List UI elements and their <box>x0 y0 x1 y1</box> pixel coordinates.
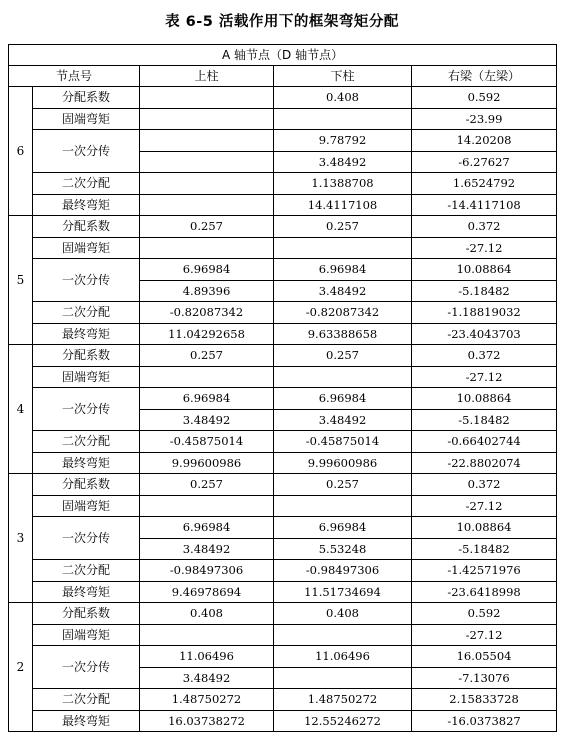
cell-final-moment-lower: 14.4117108 <box>274 194 412 216</box>
cell-second-dist-right: -1.18819032 <box>412 302 557 324</box>
row-label-dist-coef: 分配系数 <box>33 87 140 109</box>
cell-first-dist-upper: 6.96984 <box>140 259 274 281</box>
table-row <box>9 560 557 582</box>
table-row <box>9 581 557 603</box>
cell-dist-coef-upper: 0.408 <box>140 603 274 625</box>
cell-final-moment-lower: 9.99600986 <box>274 452 412 474</box>
row-label-dist-coef: 分配系数 <box>33 216 140 238</box>
table-row <box>9 345 557 367</box>
cell-fixed-moment-lower <box>274 495 412 517</box>
cell-first-dist-upper: 6.96984 <box>140 517 274 539</box>
cell-dist-coef-upper: 0.257 <box>140 216 274 238</box>
cell-dist-coef-lower: 0.408 <box>274 87 412 109</box>
cell-first-dist-2-upper: 3.48492 <box>140 409 274 431</box>
cell-fixed-moment-right: -27.12 <box>412 495 557 517</box>
row-label-second-dist: 二次分配 <box>33 173 140 195</box>
cell-fixed-moment-lower <box>274 366 412 388</box>
cell-fixed-moment-upper <box>140 237 274 259</box>
row-label-dist-coef: 分配系数 <box>33 603 140 625</box>
cell-fixed-moment-upper <box>140 366 274 388</box>
cell-second-dist-upper: 1.48750272 <box>140 689 274 711</box>
col-header-right: 右梁（左梁） <box>412 66 557 87</box>
cell-first-dist-2-right: -5.18482 <box>412 538 557 560</box>
row-label-fixed-moment: 固端弯矩 <box>33 366 140 388</box>
cell-dist-coef-lower: 0.408 <box>274 603 412 625</box>
cell-final-moment-right: -14.4117108 <box>412 194 557 216</box>
col-header-node: 节点号 <box>9 66 140 87</box>
table-row <box>9 624 557 646</box>
cell-fixed-moment-right: -27.12 <box>412 624 557 646</box>
cell-final-moment-lower: 11.51734694 <box>274 581 412 603</box>
cell-final-moment-right: -22.8802074 <box>412 452 557 474</box>
cell-final-moment-upper: 9.46978694 <box>140 581 274 603</box>
row-label-fixed-moment: 固端弯矩 <box>33 624 140 646</box>
cell-first-dist-2-upper <box>140 151 274 173</box>
cell-first-dist-2-upper: 4.89396 <box>140 280 274 302</box>
cell-first-dist-2-upper: 3.48492 <box>140 538 274 560</box>
cell-fixed-moment-right: -23.99 <box>412 108 557 130</box>
cell-first-dist-2-lower <box>274 667 412 689</box>
table-body <box>9 87 557 732</box>
cell-second-dist-upper: -0.45875014 <box>140 431 274 453</box>
table-row <box>9 710 557 732</box>
cell-fixed-moment-right: -27.12 <box>412 366 557 388</box>
row-label-fixed-moment: 固端弯矩 <box>33 108 140 130</box>
cell-second-dist-lower: 1.1388708 <box>274 173 412 195</box>
cell-first-dist-right: 10.08864 <box>412 388 557 410</box>
cell-dist-coef-lower: 0.257 <box>274 474 412 496</box>
cell-final-moment-upper: 16.03738272 <box>140 710 274 732</box>
cell-first-dist-2-right: -6.27627 <box>412 151 557 173</box>
cell-first-dist-2-lower: 3.48492 <box>274 280 412 302</box>
cell-first-dist-2-lower: 5.53248 <box>274 538 412 560</box>
cell-final-moment-right: -16.0373827 <box>412 710 557 732</box>
cell-fixed-moment-lower <box>274 108 412 130</box>
cell-first-dist-upper: 6.96984 <box>140 388 274 410</box>
cell-final-moment-lower: 9.63388658 <box>274 323 412 345</box>
row-label-first-dist: 一次分传 <box>33 130 140 173</box>
table-row <box>9 194 557 216</box>
cell-first-dist-lower: 9.78792 <box>274 130 412 152</box>
cell-second-dist-lower: -0.98497306 <box>274 560 412 582</box>
cell-dist-coef-right: 0.372 <box>412 216 557 238</box>
table-row <box>9 689 557 711</box>
row-label-fixed-moment: 固端弯矩 <box>33 237 140 259</box>
cell-dist-coef-right: 0.372 <box>412 345 557 367</box>
cell-second-dist-right: 2.15833728 <box>412 689 557 711</box>
cell-second-dist-upper <box>140 173 274 195</box>
row-label-first-dist: 一次分传 <box>33 388 140 431</box>
cell-final-moment-right: -23.6418998 <box>412 581 557 603</box>
row-label-final-moment: 最终弯矩 <box>33 194 140 216</box>
column-header-row <box>9 66 557 87</box>
table-row <box>9 130 557 152</box>
row-label-second-dist: 二次分配 <box>33 431 140 453</box>
table-row <box>9 431 557 453</box>
cell-first-dist-lower: 6.96984 <box>274 517 412 539</box>
row-label-first-dist: 一次分传 <box>33 646 140 689</box>
col-header-upper: 上柱 <box>140 66 274 87</box>
cell-first-dist-right: 10.08864 <box>412 259 557 281</box>
node-number: 6 <box>9 87 33 216</box>
row-label-final-moment: 最终弯矩 <box>33 323 140 345</box>
cell-dist-coef-right: 0.372 <box>412 474 557 496</box>
table-row <box>9 495 557 517</box>
cell-fixed-moment-upper <box>140 495 274 517</box>
row-label-first-dist: 一次分传 <box>33 517 140 560</box>
table-row <box>9 366 557 388</box>
cell-second-dist-lower: -0.82087342 <box>274 302 412 324</box>
row-label-first-dist: 一次分传 <box>33 259 140 302</box>
cell-first-dist-2-lower: 3.48492 <box>274 409 412 431</box>
cell-dist-coef-right: 0.592 <box>412 87 557 109</box>
cell-second-dist-upper: -0.98497306 <box>140 560 274 582</box>
cell-first-dist-right: 16.05504 <box>412 646 557 668</box>
cell-second-dist-right: -0.66402744 <box>412 431 557 453</box>
cell-first-dist-2-right: -5.18482 <box>412 280 557 302</box>
cell-dist-coef-upper: 0.257 <box>140 345 274 367</box>
cell-first-dist-upper: 11.06496 <box>140 646 274 668</box>
table-row <box>9 216 557 238</box>
table-row <box>9 323 557 345</box>
table-row <box>9 517 557 539</box>
cell-dist-coef-upper <box>140 87 274 109</box>
row-label-second-dist: 二次分配 <box>33 560 140 582</box>
table-row <box>9 237 557 259</box>
table-row <box>9 452 557 474</box>
cell-fixed-moment-upper <box>140 624 274 646</box>
cell-dist-coef-right: 0.592 <box>412 603 557 625</box>
table-row <box>9 108 557 130</box>
cell-first-dist-lower: 6.96984 <box>274 259 412 281</box>
cell-first-dist-2-lower: 3.48492 <box>274 151 412 173</box>
cell-first-dist-2-right: -7.13076 <box>412 667 557 689</box>
cell-dist-coef-lower: 0.257 <box>274 345 412 367</box>
row-label-dist-coef: 分配系数 <box>33 345 140 367</box>
cell-first-dist-right: 14.20208 <box>412 130 557 152</box>
cell-first-dist-lower: 6.96984 <box>274 388 412 410</box>
group-header: A 轴节点（D 轴节点） <box>9 45 557 66</box>
table-row <box>9 646 557 668</box>
cell-dist-coef-lower: 0.257 <box>274 216 412 238</box>
moment-distribution-table <box>8 44 557 732</box>
cell-fixed-moment-lower <box>274 237 412 259</box>
table-row <box>9 259 557 281</box>
cell-final-moment-upper: 11.04292658 <box>140 323 274 345</box>
table-row <box>9 302 557 324</box>
cell-second-dist-lower: 1.48750272 <box>274 689 412 711</box>
table-row <box>9 173 557 195</box>
table-row <box>9 474 557 496</box>
cell-second-dist-right: 1.6524792 <box>412 173 557 195</box>
node-number: 5 <box>9 216 33 345</box>
cell-fixed-moment-upper <box>140 108 274 130</box>
cell-second-dist-right: -1.42571976 <box>412 560 557 582</box>
cell-second-dist-lower: -0.45875014 <box>274 431 412 453</box>
cell-final-moment-lower: 12.55246272 <box>274 710 412 732</box>
row-label-final-moment: 最终弯矩 <box>33 710 140 732</box>
row-label-final-moment: 最终弯矩 <box>33 581 140 603</box>
cell-first-dist-lower: 11.06496 <box>274 646 412 668</box>
row-label-second-dist: 二次分配 <box>33 302 140 324</box>
node-number: 3 <box>9 474 33 603</box>
cell-dist-coef-upper: 0.257 <box>140 474 274 496</box>
cell-fixed-moment-right: -27.12 <box>412 237 557 259</box>
cell-final-moment-right: -23.4043703 <box>412 323 557 345</box>
cell-first-dist-right: 10.08864 <box>412 517 557 539</box>
table-row <box>9 603 557 625</box>
table-title: 表 6-5 活载作用下的框架弯矩分配 <box>165 14 399 30</box>
cell-first-dist-2-right: -5.18482 <box>412 409 557 431</box>
row-label-fixed-moment: 固端弯矩 <box>33 495 140 517</box>
group-header-row <box>9 45 557 66</box>
row-label-final-moment: 最终弯矩 <box>33 452 140 474</box>
col-header-lower: 下柱 <box>274 66 412 87</box>
cell-final-moment-upper <box>140 194 274 216</box>
cell-second-dist-upper: -0.82087342 <box>140 302 274 324</box>
cell-fixed-moment-lower <box>274 624 412 646</box>
cell-final-moment-upper: 9.99600986 <box>140 452 274 474</box>
cell-first-dist-upper <box>140 130 274 152</box>
table-row <box>9 388 557 410</box>
table-row <box>9 87 557 109</box>
node-number: 4 <box>9 345 33 474</box>
row-label-dist-coef: 分配系数 <box>33 474 140 496</box>
row-label-second-dist: 二次分配 <box>33 689 140 711</box>
cell-first-dist-2-upper: 3.48492 <box>140 667 274 689</box>
node-number: 2 <box>9 603 33 732</box>
